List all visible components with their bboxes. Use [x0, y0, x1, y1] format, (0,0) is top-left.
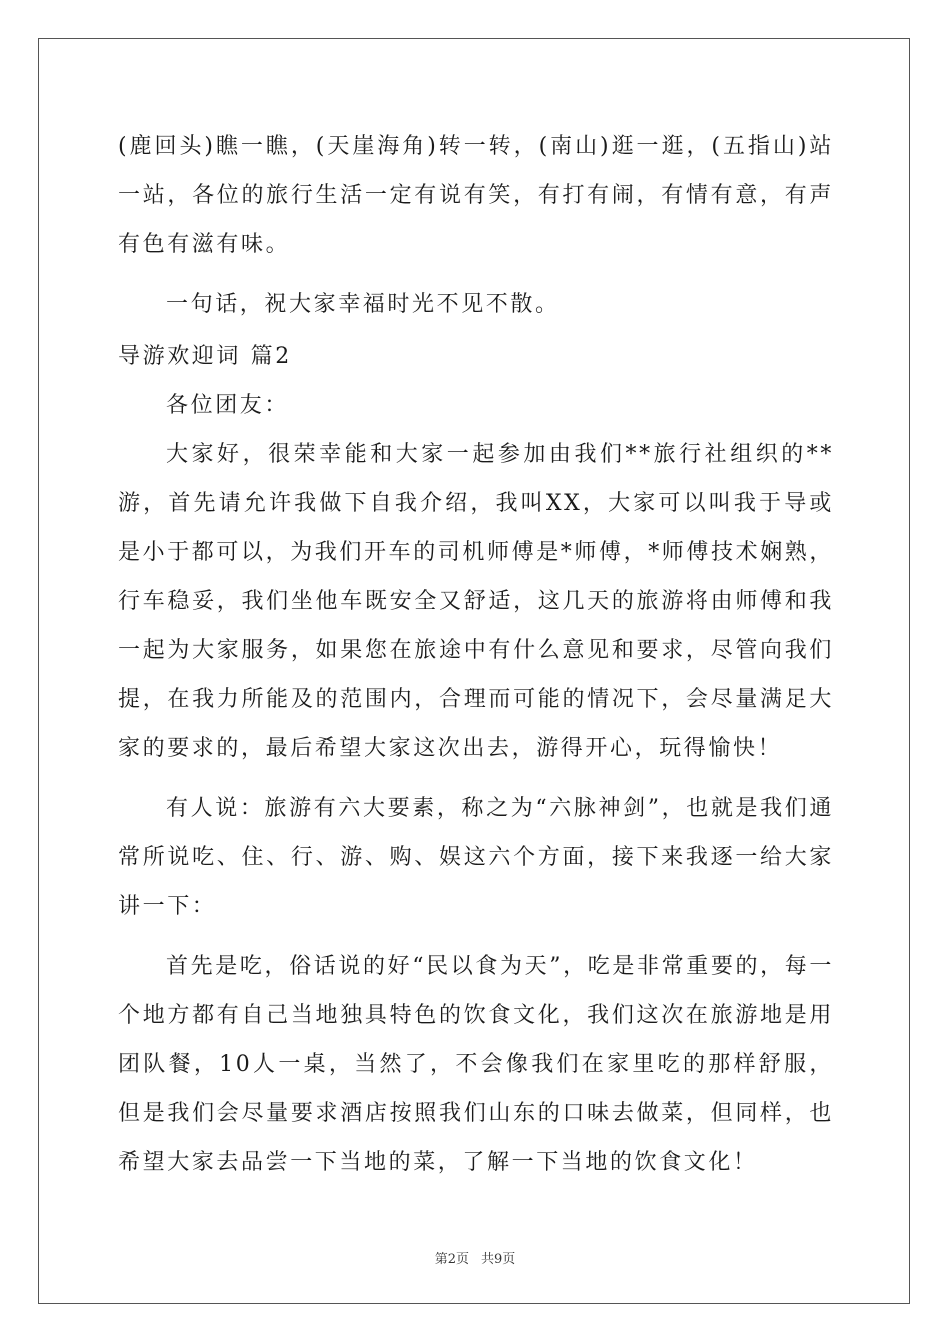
paragraph-greeting: 各位团友：: [166, 393, 290, 418]
page-number-current: 第2页: [434, 1252, 469, 1267]
document-body: [118, 122, 834, 1187]
paragraph-food: 首先是吃，俗话说的好“民以食为天”，吃是非常重要的，每一个地方都有自己当地独具特色的饮食文化，我们这次在旅游地是用团队餐，10人一桌，当然了，不会像我们在家里吃的那样舒服，但是我们会尽量要求酒店按照我们山东的口味去做菜，但同样，也希望大家去品尝一下当地的菜，了解一下当地的饮食文化！: [118, 954, 834, 1175]
paragraph-closing-wish: 一句话，祝大家幸福时光不见不散。: [166, 292, 560, 317]
page-number-total: 共9页: [481, 1252, 516, 1267]
section-heading: 导游欢迎词 篇2: [118, 344, 292, 369]
paragraph-hainan-sights: (鹿回头)瞧一瞧，(天崖海角)转一转，(南山)逛一逛，(五指山)站一站，各位的旅行生活一定有说有笑，有打有闹，有情有意，有声有色有滋有味。: [118, 134, 834, 257]
page-footer: [0, 1248, 950, 1267]
paragraph-introduction: 大家好，很荣幸能和大家一起参加由我们**旅行社组织的**游，首先请允许我做下自我介绍，我叫XX，大家可以叫我于导或是小于都可以，为我们开车的司机师傅是*师傅，*师傅技术娴熟，行车稳妥，我们坐他车既安全又舒适，这几天的旅游将由师傅和我一起为大家服务，如果您在旅途中有什么意见和要求，尽管向我们提，在我力所能及的范围内，合理而可能的情况下，会尽量满足大家的要求的，最后希望大家这次出去，游得开心，玩得愉快！: [118, 442, 835, 761]
paragraph-six-elements: 有人说：旅游有六大要素，称之为“六脉神剑”，也就是我们通常所说吃、住、行、游、购、娱这六个方面，接下来我逐一给大家讲一下：: [118, 796, 834, 919]
